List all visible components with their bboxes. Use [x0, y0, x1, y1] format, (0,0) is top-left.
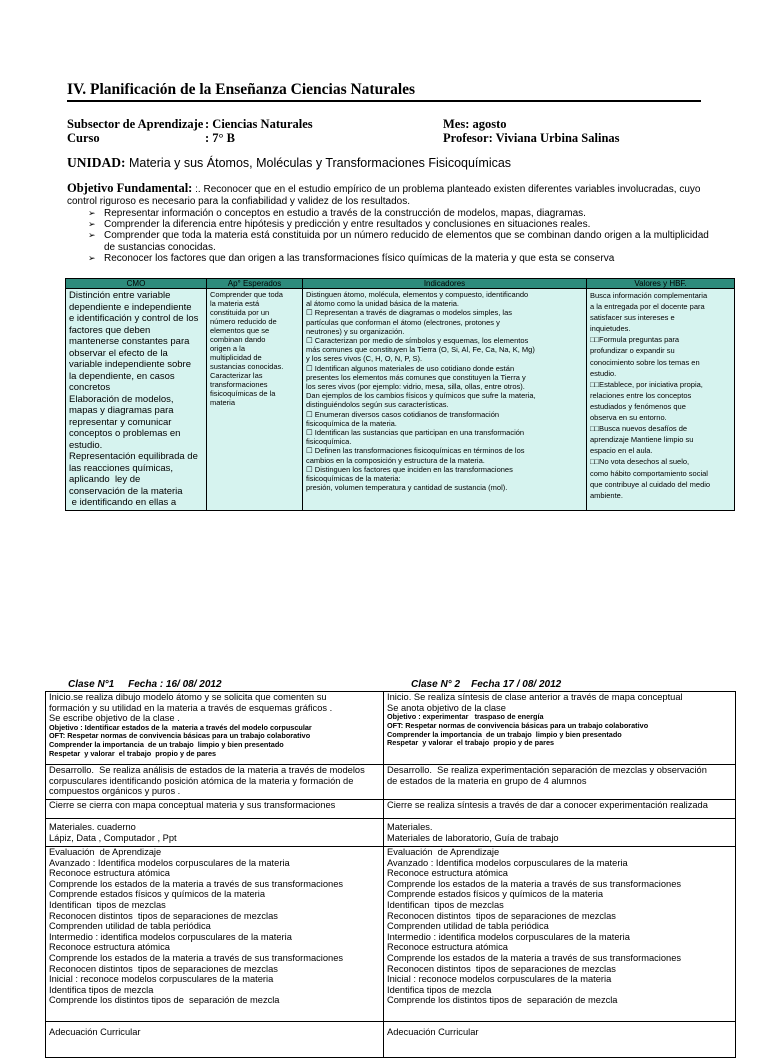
- text-line: Reconoce estructura atómica: [49, 942, 170, 953]
- column-header-aprendizajes: Ap° Esperados: [207, 279, 303, 289]
- text-line: Evaluación de Aprendizaje: [49, 847, 162, 857]
- text-line: □□Establece, por iniciativa propia,: [590, 379, 703, 389]
- text-line: OFT: Respetar normas de convivencia básicas para un trabajo colaborativo: [49, 731, 311, 741]
- text-line: fisicoquímicas de la materia:: [306, 474, 401, 484]
- text-line: como hábito comportamiento social: [590, 468, 708, 478]
- text-line: Identifica tipos de mezcla: [49, 984, 154, 995]
- text-line: concretos: [69, 382, 111, 393]
- text-line: Se escribe objetivo de la clase .: [49, 713, 180, 724]
- clases-table: [45, 691, 736, 1058]
- text-line: al átomo como la unidad básica de la materia.: [306, 299, 460, 309]
- text-line: estudiados y fenómenos que: [590, 401, 686, 411]
- text-line: mapas y diagramas para: [69, 405, 174, 416]
- indicadores-cell: [303, 289, 587, 511]
- text-line: Lápiz, Data , Computador , Ppt: [49, 832, 177, 843]
- text-line: Objetivo : Identificar estados de la materia a través del modelo corpuscular: [49, 722, 312, 732]
- column-header-cmo: CMO: [66, 279, 207, 289]
- objetivo-text: :. Reconocer que en el estudio empírico de un problema planteado existen diferentes variables involucradas, cuyo control riguroso es necesario para la confiabilidad y validez de los resultados.: [67, 184, 701, 207]
- text-line: Evaluación de Aprendizaje: [387, 847, 500, 857]
- table-row: [46, 847, 736, 1022]
- text-line: Objetivo : experimentar traspaso de energía: [387, 712, 544, 722]
- text-line: transformaciones: [210, 380, 268, 389]
- clase-1-header: Clase N°1 Fecha : 16/ 08/ 2012: [68, 679, 222, 690]
- text-line: fisicoquímicas de la: [210, 389, 276, 398]
- text-line: partículas que conforman el átomo (electrones, protones y: [306, 317, 500, 327]
- cmo-cell: [66, 289, 207, 511]
- text-line: Avanzado : Identifica modelos corpusculares de la materia: [387, 857, 628, 868]
- adecuacion-cell: Adecuación Curricular: [46, 1022, 384, 1058]
- text-line: representar y comunicar: [69, 416, 172, 428]
- text-line: compuestos orgánicos y puros .: [49, 786, 181, 797]
- column-header-valores: Valores y HBF.: [587, 279, 735, 289]
- text-line: sustancias conocidas.: [210, 362, 284, 371]
- text-line: fisicoquímica de la materia.: [306, 418, 397, 428]
- text-line: relaciones entre los conceptos: [590, 390, 692, 400]
- evaluacion-cell: [46, 847, 384, 1022]
- subsector-label: Subsector de Aprendizaje: [67, 117, 204, 131]
- text-line: ambiente.: [590, 490, 623, 500]
- text-line: e identificando en ellas a: [69, 497, 177, 508]
- cmo-table: [65, 278, 735, 511]
- text-line: ☐ Caracterizan por medio de símbolos y esquemas, los elementos: [306, 336, 529, 346]
- objectives-list: [88, 208, 718, 264]
- text-line: Comprende los estados de la materia a través de sus transformaciones: [387, 878, 682, 889]
- inicio-text: [387, 692, 732, 713]
- text-line: la materia está: [210, 299, 260, 308]
- list-item: ➢ Representar información o conceptos en estudio a través de la construcción de modelos, mapas, diagramas.: [88, 208, 718, 219]
- text-line: corpusculares identificando posición atómica de la materia y formación de: [49, 775, 354, 786]
- text-line: Comprende los estados de la materia a través de sus transformaciones: [49, 952, 344, 963]
- curso-value: : 7° B: [205, 131, 235, 145]
- text-line: Materiales.: [387, 822, 433, 832]
- text-line: ☐ Enumeran diversos casos cotidianos de transformación: [306, 409, 500, 419]
- text-line: Comprender la importancia de un trabajo limpio y bien presentado: [387, 729, 622, 739]
- text-line: mantenerse constantes para: [69, 336, 190, 347]
- text-line: más comunes que constituyen la Tierra (O, Si, Al, Fe, Ca, Na, K, Mg): [306, 345, 535, 355]
- unidad-heading: [67, 155, 511, 171]
- section-title: IV. Planificación de la Enseñanza Ciencias Naturales: [67, 81, 416, 98]
- text-line: Reconocen distintos tipos de separaciones de mezclas: [387, 910, 616, 921]
- list-item: ➢ Comprender la diferencia entre hipótesis y predicción y entre resultados y conclusiones en situaciones reales.: [88, 219, 718, 230]
- text-line: Inicial : reconoce modelos corpusculares de la materia: [387, 974, 612, 985]
- table-row: [46, 800, 736, 819]
- aprendizajes-cell: [207, 289, 303, 511]
- text-line: ☐ Definen las transformaciones fisicoquímicas en términos de los: [306, 446, 525, 456]
- list-item: ➢ Reconocer los factores que dan origen a las transformaciones físico químicas de la materia y que esta se conserva: [88, 253, 718, 264]
- text-line: variable independiente sobre: [69, 359, 192, 370]
- text-line: Intermedio : identifica modelos corpusculares de la materia: [387, 931, 630, 942]
- text-line: e identificación y control de los: [69, 313, 199, 324]
- text-line: multiplicidad de: [210, 353, 262, 362]
- inicio-cell: [46, 692, 384, 765]
- text-line: Reconoce estructura atómica: [387, 942, 508, 953]
- text-line: presentes los elementos más comunes que constituyen la Tierra y: [306, 372, 526, 382]
- evaluacion-cell: [384, 847, 736, 1022]
- text-line: de estados de la materia en grupo de 4 alumnos: [387, 775, 587, 786]
- text-line: Dan ejemplos de los cambios físicos y químicos que sufre la materia,: [306, 391, 536, 401]
- text-line: Distinguen átomo, molécula, elementos y compuesto, identificando: [306, 290, 529, 299]
- mes-field: Mes: agosto: [443, 117, 507, 131]
- profesor-field: Profesor: Viviana Urbina Salinas: [443, 131, 620, 145]
- text-line: Representación equilibrada de: [69, 451, 198, 462]
- text-line: Distinción entre variable: [69, 290, 171, 301]
- title-divider: [67, 100, 701, 102]
- text-line: Identifica tipos de mezcla: [387, 984, 492, 995]
- text-line: conservación de la materia: [69, 485, 183, 497]
- text-line: observar el efecto de la: [69, 347, 168, 359]
- text-line: Comprende estados físicos y químicos de la materia: [49, 889, 265, 900]
- unidad-label: UNIDAD:: [67, 155, 126, 170]
- text-line: dependiente e independiente: [69, 301, 192, 313]
- text-line: espacio en el aula.: [590, 446, 653, 456]
- text-line: la dependiente, en casos: [69, 370, 175, 382]
- text-line: Inicio. Se realiza síntesis de clase anterior a través de mapa conceptual: [387, 692, 683, 702]
- text-line: OFT: Respetar normas de convivencia básicas para un trabajo colaborativo: [387, 720, 649, 730]
- text-line: Busca información complementaria: [590, 291, 708, 300]
- text-line: conceptos o problemas en: [69, 428, 181, 439]
- unidad-value: Materia y sus Átomos, Moléculas y Transformaciones Fisicoquímicas: [125, 156, 512, 170]
- table-row: [46, 692, 736, 765]
- text-line: formación y su utilidad en la materia a través de esquemas gráficos .: [49, 702, 333, 713]
- text-line: Inicio.se realiza dibujo modelo átomo y se solicita que comenten su: [49, 692, 327, 702]
- text-line: □□Formula preguntas para: [590, 335, 680, 345]
- table-row: [66, 289, 735, 511]
- cierre-cell: Cierre se realiza síntesis a través de dar a conocer experimentación realizada: [384, 800, 736, 819]
- adecuacion-cell: Adecuación Curricular: [384, 1022, 736, 1058]
- objetivo-oft-text: [49, 724, 380, 759]
- desarrollo-cell: [46, 765, 384, 800]
- text-line: Identifican tipos de mezclas: [49, 899, 166, 910]
- text-line: Reconocen distintos tipos de separaciones de mezclas: [49, 910, 278, 921]
- text-line: Reconoce estructura atómica: [387, 868, 508, 879]
- cierre-cell: Cierre se cierra con mapa conceptual materia y sus transformaciones: [46, 800, 384, 819]
- text-line: aprendizaje Mantiene limpio su: [590, 435, 694, 445]
- text-line: Comprende los estados de la materia a través de sus transformaciones: [49, 878, 344, 889]
- text-line: profundizar o expandir su: [590, 346, 675, 356]
- inicio-cell: [384, 692, 736, 765]
- clase-2-header: Clase N° 2 Fecha 17 / 08/ 2012: [411, 679, 562, 690]
- text-line: Avanzado : Identifica modelos corpusculares de la materia: [49, 857, 290, 868]
- text-line: número reducido de: [210, 317, 277, 326]
- text-line: origen a la: [210, 344, 246, 353]
- desarrollo-cell: [384, 765, 736, 800]
- objetivo-label: Objetivo Fundamental:: [67, 181, 193, 195]
- text-line: Reconocen distintos tipos de separaciones de mezclas: [49, 963, 278, 974]
- text-line: fisicoquímica.: [306, 437, 352, 447]
- materiales-cell: [46, 819, 384, 847]
- text-line: Elaboración de modelos,: [69, 393, 174, 405]
- text-line: elementos que se: [210, 326, 270, 335]
- text-line: Respetar y valorar el trabajo propio y de pares: [49, 748, 217, 758]
- text-line: Comprende los estados de la materia a través de sus transformaciones: [387, 952, 682, 963]
- text-line: neutrones) y su organización.: [306, 326, 405, 336]
- text-line: observa en su entorno.: [590, 413, 667, 423]
- text-line: cambios en la composición y estructura de la materia.: [306, 455, 485, 465]
- text-line: Identifican tipos de mezclas: [387, 899, 504, 910]
- text-line: Reconocen distintos tipos de separaciones de mezclas: [387, 963, 616, 974]
- text-line: y los seres vivos (C, H, O, N, P, S).: [306, 354, 423, 364]
- subsector-value: : Ciencias Naturales: [205, 117, 313, 131]
- text-line: Respetar y valorar el trabajo propio y de pares: [387, 738, 555, 748]
- text-line: Comprenden utilidad de tabla periódica: [387, 921, 549, 932]
- text-line: satisfacer sus intereses e: [590, 313, 675, 323]
- text-line: Comprenden utilidad de tabla periódica: [49, 921, 211, 932]
- text-line: estudio.: [590, 368, 617, 378]
- text-line: Inicial : reconoce modelos corpusculares de la materia: [49, 974, 274, 985]
- text-line: Comprende los distintos tipos de separación de mezcla: [387, 995, 618, 1006]
- text-line: que contribuye al cuidado del medio: [590, 479, 711, 489]
- text-line: Se anota objetivo de la clase: [387, 702, 506, 713]
- text-line: □□No vota desechos al suelo,: [590, 457, 690, 467]
- list-item: ➢ Comprender que toda la materia está constituida por un número reducido de elementos que se combinan dando origen a la multiplicidad de sustancias conocidas.: [88, 230, 718, 252]
- table-header-row: [66, 279, 735, 289]
- text-line: ☐ Distinguen los factores que inciden en las transformaciones: [306, 464, 513, 474]
- text-line: constituida por un: [210, 308, 270, 317]
- text-line: Comprender la importancia de un trabajo limpio y bien presentado: [49, 740, 284, 750]
- text-line: materia: [210, 398, 236, 407]
- text-line: las reacciones químicas,: [69, 462, 174, 474]
- inicio-text: [49, 692, 380, 724]
- curso-label: Curso: [67, 131, 100, 145]
- text-line: ☐ Identifican las sustancias que participan en una transformación: [306, 428, 525, 438]
- text-line: Caracterizar las: [210, 371, 263, 380]
- text-line: estudio.: [69, 439, 103, 451]
- text-line: Comprender que toda: [210, 290, 283, 299]
- text-line: Materiales. cuaderno: [49, 822, 136, 832]
- text-line: presión, volumen temperatura y cantidad de sustancia (mol).: [306, 483, 508, 493]
- objetivo-oft-text: [387, 713, 732, 748]
- text-line: Comprende los distintos tipos de separación de mezcla: [49, 995, 280, 1006]
- text-line: los seres vivos (por ejemplo: vidrio, mesa, silla, ollas, entre otros).: [306, 382, 525, 392]
- column-header-indicadores: Indicadores: [303, 279, 587, 289]
- table-row: [46, 1022, 736, 1058]
- table-row: [46, 765, 736, 800]
- objetivo-fundamental: [67, 183, 707, 207]
- text-line: □□Busca nuevos desafíos de: [590, 424, 688, 434]
- text-line: Comprende estados físicos y químicos de la materia: [387, 889, 603, 900]
- text-line: distinguiéndolos según sus características.: [306, 400, 449, 410]
- text-line: conocimiento sobre los temas en: [590, 357, 700, 367]
- text-line: Materiales de laboratorio, Guía de trabajo: [387, 832, 559, 843]
- materiales-cell: [384, 819, 736, 847]
- table-row: [46, 819, 736, 847]
- text-line: Desarrollo. Se realiza análisis de estados de la materia a través de modelos: [49, 765, 365, 775]
- text-line: ☐ Identifican algunos materiales de uso cotidiano donde están: [306, 363, 515, 373]
- text-line: aplicando ley de: [69, 474, 141, 485]
- valores-cell: [587, 289, 735, 511]
- text-line: a la entregada por el docente para: [590, 302, 705, 312]
- text-line: Reconoce estructura atómica: [49, 868, 170, 879]
- text-line: Intermedio : identifica modelos corpusculares de la materia: [49, 931, 292, 942]
- text-line: ☐ Representan a través de diagramas o modelos simples, las: [306, 308, 512, 318]
- text-line: Desarrollo. Se realiza experimentación separación de mezclas y observación: [387, 765, 707, 775]
- text-line: combinan dando: [210, 335, 266, 344]
- text-line: inquietudes.: [590, 324, 631, 334]
- text-line: factores que deben: [69, 324, 151, 336]
